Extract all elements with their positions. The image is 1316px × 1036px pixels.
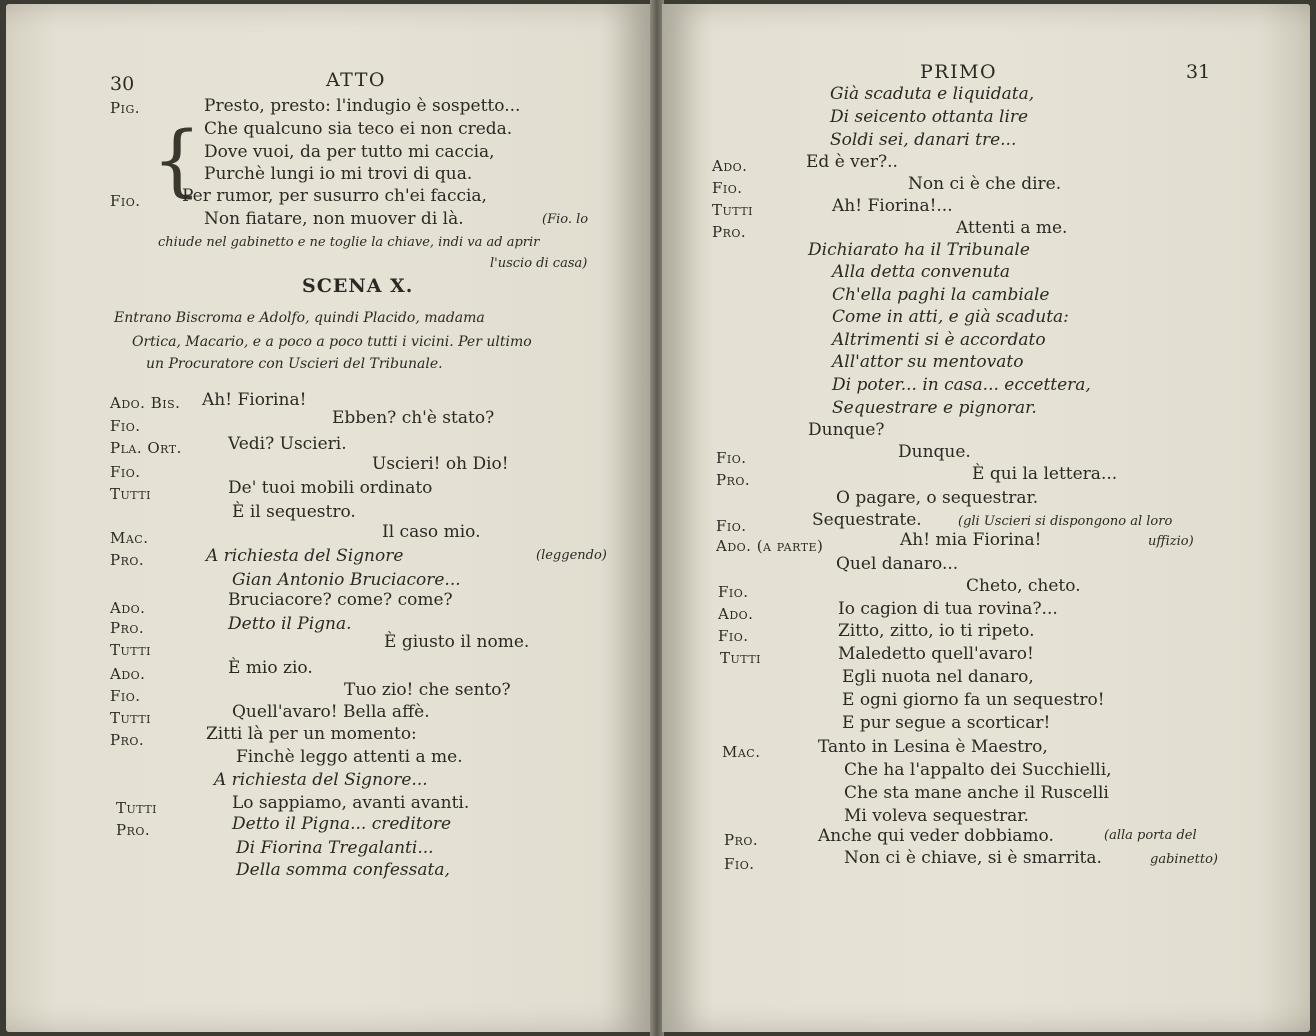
speaker: Tutti — [712, 201, 753, 219]
verse-line: Soldi sei, danari tre... — [830, 130, 1017, 150]
verse-line: Della somma confessata, — [236, 860, 450, 880]
verse-line: È qui la lettera... — [972, 464, 1118, 484]
verse-line: De' tuoi mobili ordinato — [228, 478, 433, 498]
verse-line: Sequestrate. — [812, 510, 922, 530]
verse-line: Che qualcuno sia teco ei non creda. — [204, 119, 513, 139]
speaker: Tutti — [116, 799, 157, 817]
speaker: Pla. Ort. — [110, 439, 182, 457]
speaker: Tutti — [720, 649, 761, 667]
left-page — [6, 4, 652, 1032]
verse-line: Ebben? ch'è stato? — [332, 408, 495, 428]
page-number-right: 31 — [1186, 61, 1211, 83]
brace-glyph: { — [152, 116, 202, 206]
verse-line: Dichiarato ha il Tribunale — [808, 240, 1030, 260]
speaker: Pro. — [110, 731, 145, 749]
verse-line: Cheto, cheto. — [966, 576, 1081, 596]
verse-line: Dunque. — [898, 442, 971, 462]
verse-line: E ogni giorno fa un sequestro! — [842, 690, 1105, 710]
speaker: Ado. — [718, 605, 754, 623]
verse-line: Che ha l'appalto dei Succhielli, — [844, 760, 1112, 780]
verse-line: All'attor su mentovato — [832, 352, 1024, 372]
verse-line: Ah! Fiorina! — [202, 390, 307, 410]
speaker: Pro. — [716, 471, 751, 489]
verse-line: Bruciacore? come? come? — [228, 590, 453, 610]
verse-line: Egli nuota nel danaro, — [842, 667, 1034, 687]
speaker: Pro. — [724, 831, 759, 849]
verse-line: Mi voleva sequestrar. — [844, 806, 1029, 826]
verse-line: Detto il Pigna... creditore — [232, 814, 452, 834]
speaker: Pro. — [110, 619, 145, 637]
stage-direction: (leggendo) — [536, 548, 607, 563]
verse-line: Maledetto quell'avaro! — [838, 644, 1034, 664]
speaker: Fio. — [110, 463, 141, 481]
verse-line: Che sta mane anche il Ruscelli — [844, 783, 1109, 803]
speaker: Pro. — [110, 551, 145, 569]
stage-direction: chiude nel gabinetto e ne toglie la chiave, indi va ad aprir — [158, 235, 540, 250]
verse-line: A richiesta del Signore — [206, 546, 404, 566]
verse-line: Dunque? — [808, 420, 885, 440]
verse-line: Non ci è chiave, si è smarrita. — [844, 848, 1102, 868]
verse-line: Già scaduta e liquidata, — [830, 84, 1035, 104]
verse-line: È il sequestro. — [232, 502, 356, 522]
speaker: Ado. Bis. — [110, 394, 181, 412]
verse-line: A richiesta del Signore... — [214, 770, 428, 790]
running-head-right: PRIMO — [920, 61, 998, 83]
stage-direction: (alla porta del — [1104, 828, 1197, 843]
verse-line: Uscieri! oh Dio! — [372, 454, 509, 474]
right-page — [662, 4, 1310, 1032]
scene-direction: Ortica, Macario, e a poco a poco tutti i vicini. Per ultimo — [132, 334, 532, 350]
speaker: Pro. — [116, 821, 151, 839]
verse-line: Vedi? Uscieri. — [228, 434, 347, 454]
speaker: Tutti — [110, 641, 151, 659]
verse-line: Tanto in Lesina è Maestro, — [818, 737, 1048, 757]
verse-line: Zitti là per un momento: — [206, 724, 417, 744]
speaker: Pig. — [110, 99, 140, 117]
speaker: Pro. — [712, 223, 747, 241]
stage-direction: gabinetto) — [1150, 852, 1218, 867]
verse-line: Non ci è che dire. — [908, 174, 1062, 194]
verse-line: È mio zio. — [228, 658, 313, 678]
speaker: Tutti — [110, 709, 151, 727]
verse-line: Dove vuoi, da per tutto mi caccia, — [204, 142, 495, 162]
verse-line: Per rumor, per susurro ch'ei faccia, — [182, 186, 487, 206]
verse-line: Gian Antonio Bruciacore... — [232, 570, 461, 590]
verse-line: E pur segue a scorticar! — [842, 713, 1051, 733]
speaker: Fio. — [716, 517, 747, 535]
verse-line: Come in atti, e già scaduta: — [832, 307, 1069, 327]
verse-line: Tuo zio! che sento? — [344, 680, 511, 700]
stage-direction: (gli Uscieri si dispongono al loro — [958, 514, 1173, 529]
stage-direction: uffizio) — [1148, 534, 1194, 549]
verse-line: Quel danaro... — [836, 554, 959, 574]
speaker: Fio. — [110, 687, 141, 705]
speaker: Fio. — [724, 855, 755, 873]
verse-line: Lo sappiamo, avanti avanti. — [232, 793, 470, 813]
verse-line: Io cagion di tua rovina?... — [838, 599, 1058, 619]
speaker: Tutti — [110, 485, 151, 503]
verse-line: È giusto il nome. — [384, 632, 530, 652]
speaker: Mac. — [722, 743, 761, 761]
verse-line: Detto il Pigna. — [228, 614, 352, 634]
speaker: Ado. — [110, 599, 146, 617]
verse-line: Purchè lungi io mi trovi di qua. — [204, 164, 473, 184]
verse-line: Di poter... in casa... eccettera, — [832, 375, 1091, 395]
scene-title: SCENA X. — [302, 275, 414, 297]
speaker: Fio. — [718, 627, 749, 645]
verse-line: Ed è ver?.. — [806, 152, 898, 172]
stage-direction: l'uscio di casa) — [490, 256, 588, 271]
speaker: Fio. — [716, 449, 747, 467]
verse-line: O pagare, o sequestrar. — [836, 488, 1039, 508]
speaker: Fio. — [718, 583, 749, 601]
verse-line: Il caso mio. — [382, 522, 481, 542]
verse-line: Di Fiorina Tregalanti... — [236, 838, 434, 858]
verse-line: Attenti a me. — [956, 218, 1068, 238]
verse-line: Alla detta convenuta — [832, 262, 1011, 282]
page-number-left: 30 — [110, 73, 135, 95]
running-head-left: ATTO — [326, 69, 386, 91]
stage-direction: (Fio. lo — [542, 212, 589, 227]
verse-line: Di seicento ottanta lire — [830, 107, 1029, 127]
verse-line: Finchè leggo attenti a me. — [236, 747, 463, 767]
verse-line: Zitto, zitto, io ti ripeto. — [838, 621, 1035, 641]
scene-direction: Entrano Biscroma e Adolfo, quindi Placido, madama — [114, 310, 485, 326]
speaker: Ado. — [712, 157, 748, 175]
speaker: Ado. (a parte) — [716, 537, 824, 555]
verse-line: Altrimenti si è accordato — [832, 330, 1046, 350]
speaker: Fio. — [110, 417, 141, 435]
verse-line: Sequestrare e pignorar. — [832, 398, 1037, 418]
speaker: Ado. — [110, 665, 146, 683]
verse-line: Quell'avaro! Bella affè. — [232, 702, 430, 722]
verse-line: Anche qui veder dobbiamo. — [818, 826, 1054, 846]
verse-line: Presto, presto: l'indugio è sospetto... — [204, 96, 521, 116]
verse-line: Ch'ella paghi la cambiale — [832, 285, 1050, 305]
verse-line: Non fiatare, non muover di là. — [204, 209, 464, 229]
scene-direction: un Procuratore con Uscieri del Tribunale. — [146, 356, 443, 372]
speaker: Fio. — [110, 192, 141, 210]
verse-line: Ah! Fiorina!... — [832, 196, 953, 216]
verse-line: Ah! mia Fiorina! — [900, 530, 1042, 550]
speaker: Mac. — [110, 529, 149, 547]
speaker: Fio. — [712, 179, 743, 197]
